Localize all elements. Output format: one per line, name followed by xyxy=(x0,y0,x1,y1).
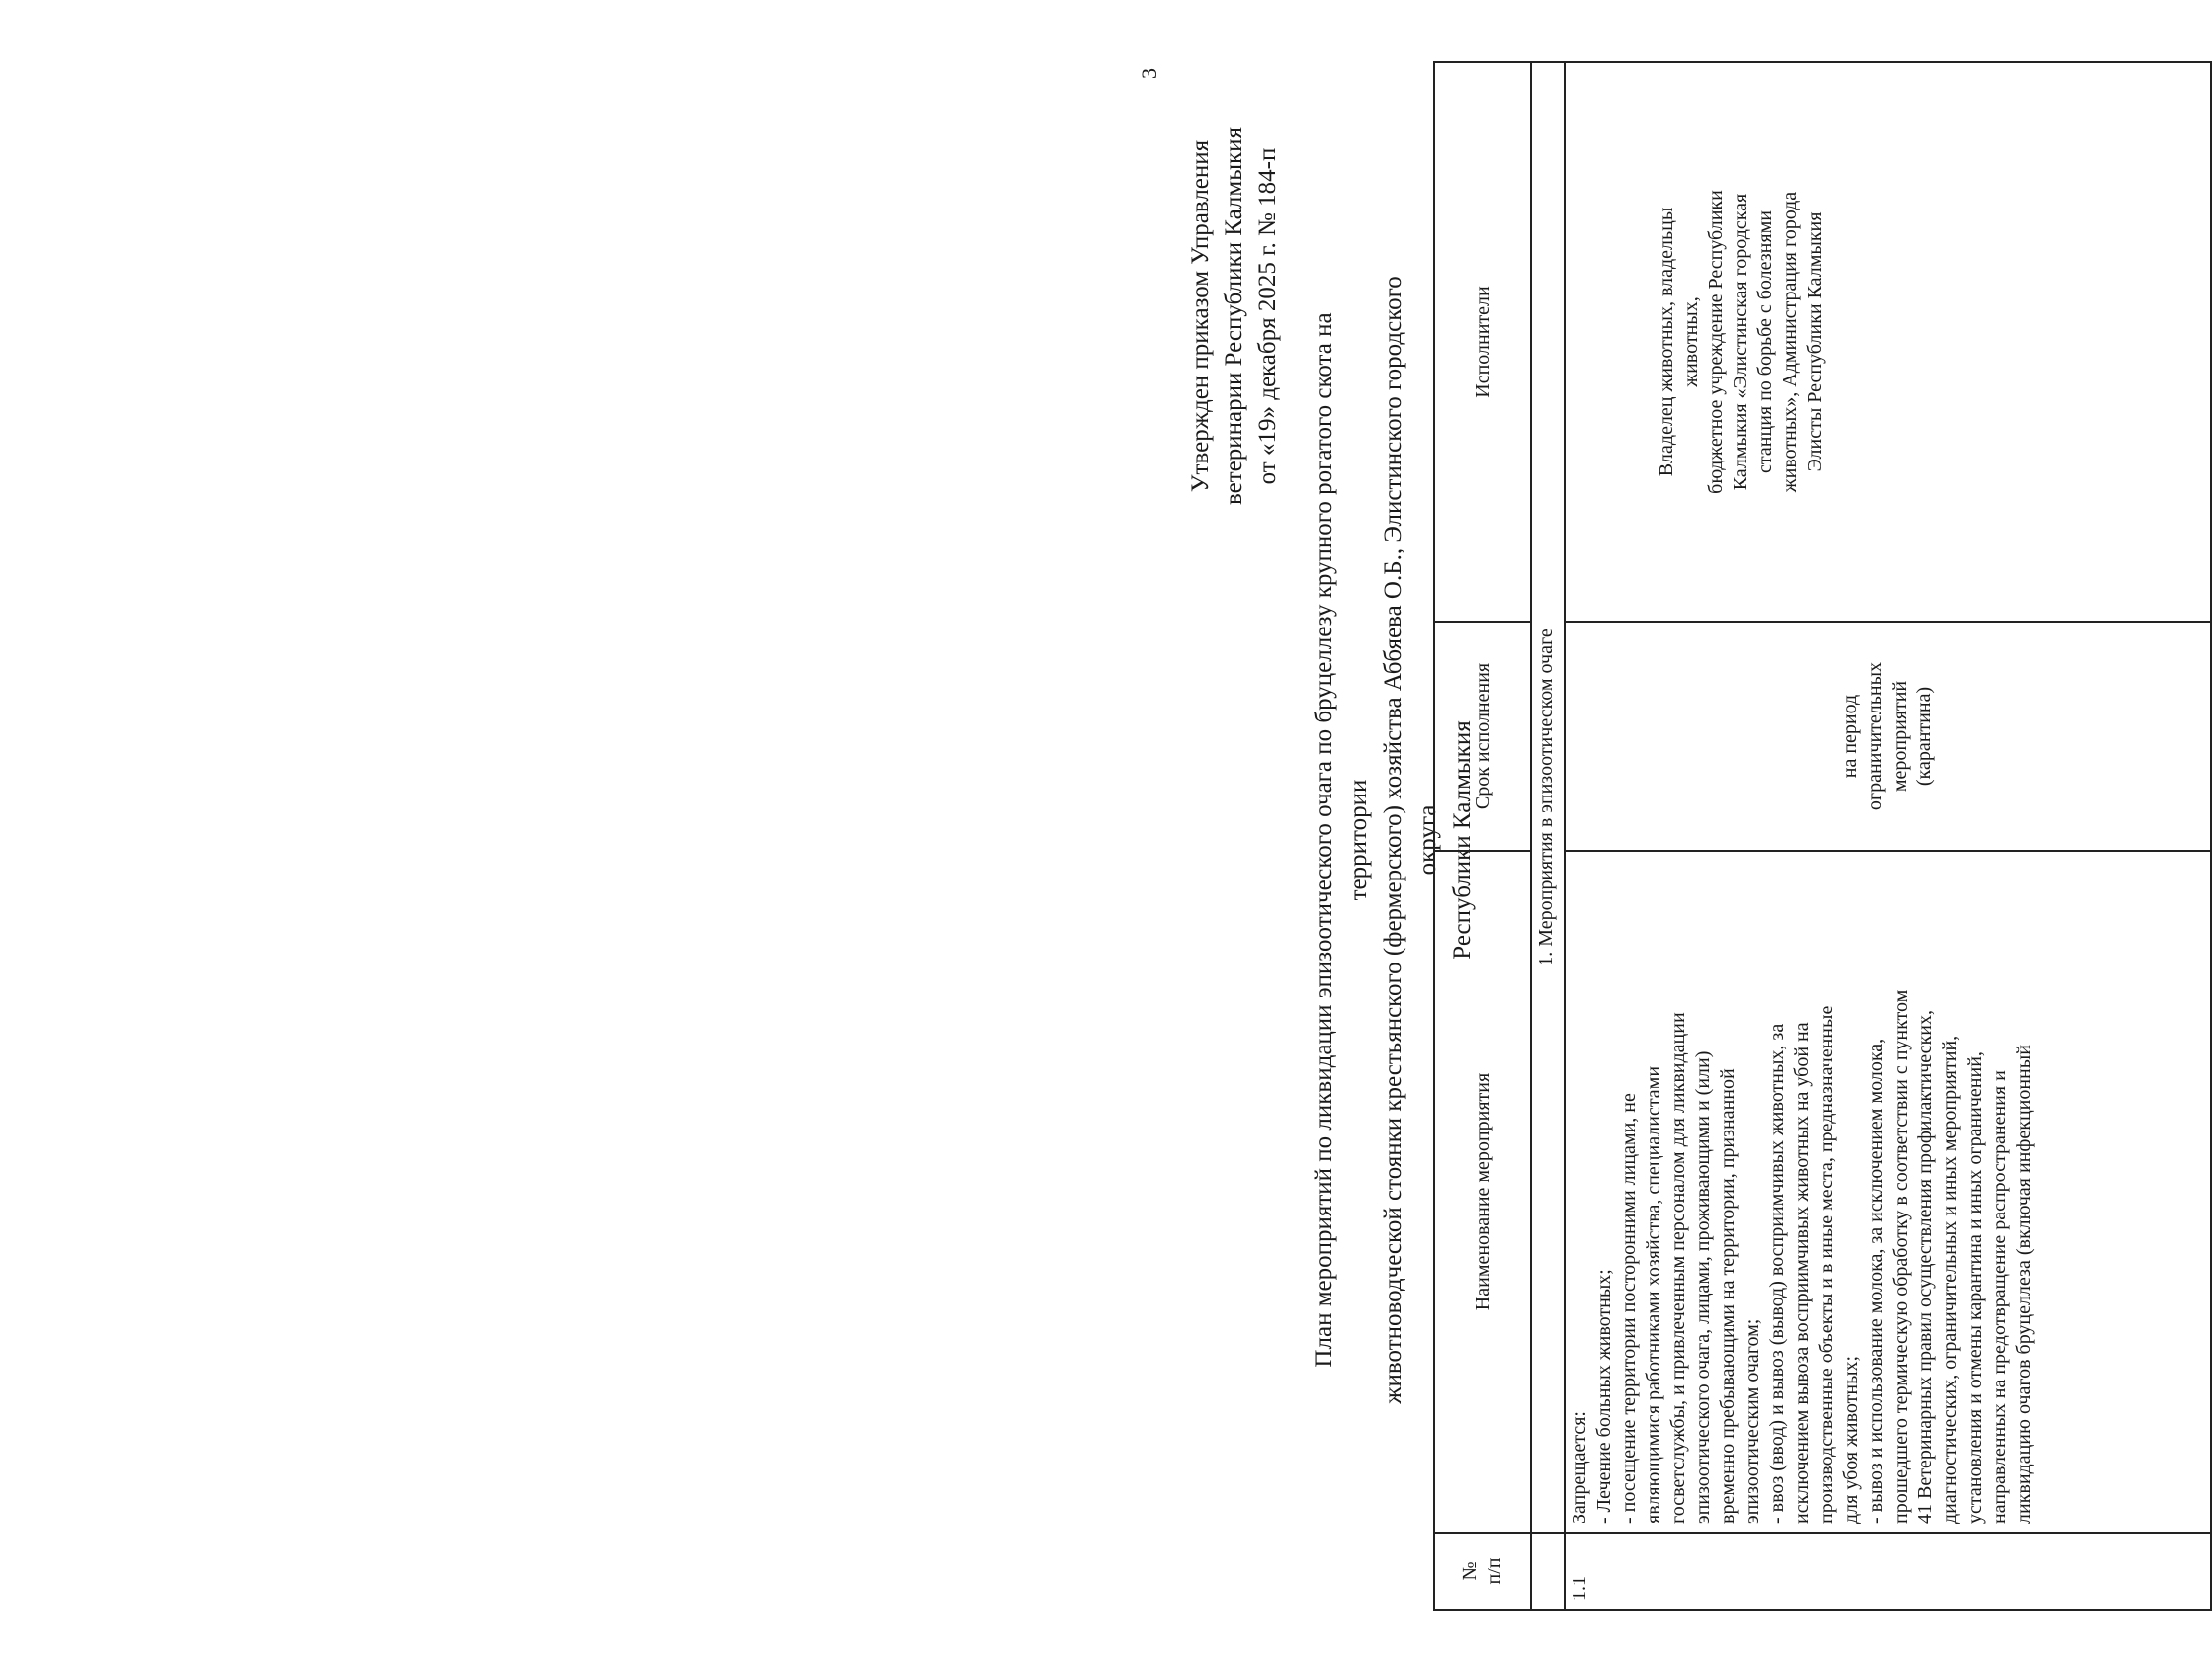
cell-line: направленных на предотвращение распространения и xyxy=(1989,1070,2010,1524)
cell-line: на период xyxy=(1839,694,1861,779)
approval-line: Утвержден приказом Управления xyxy=(1187,139,1214,493)
page-number: 3 xyxy=(1137,68,1161,79)
cell-line: установления и отмены карантина и иных ограничений, xyxy=(1964,1051,1986,1524)
measure-executors xyxy=(1565,62,2211,622)
header-num: № п/п xyxy=(1434,1533,1531,1610)
table-header-row xyxy=(1434,62,1531,1610)
cell-line: - Лечение больных животных; xyxy=(1593,1269,1615,1524)
cell-line: ограничительных xyxy=(1864,661,1886,811)
cell-line: временно пребывающими на территории, признанной xyxy=(1717,1068,1739,1524)
cell-line: мероприятий xyxy=(1889,680,1911,793)
cell-line: Запрещается: xyxy=(1569,1411,1590,1524)
table-row xyxy=(1565,62,2211,1610)
cell-line: производственные объекты и в иные места, предназначенные xyxy=(1816,1005,1837,1524)
cell-line: - ввоз (ввод) и вывоз (вывод) восприимчивых животных, за xyxy=(1766,1023,1788,1524)
cell-line: Калмыкия «Элистинская городская xyxy=(1730,193,1751,491)
cell-line: диагностических, ограничительных и иных мероприятий, xyxy=(1939,1035,1961,1524)
header-executors: Исполнители xyxy=(1434,62,1531,622)
cell-line: исключением вывоза восприимчивых животных на убой на xyxy=(1791,1022,1813,1524)
cell-line: для убоя животных; xyxy=(1840,1355,1862,1524)
cell-line: прошедшего термическую обработку в соответствии с пунктом xyxy=(1890,989,1912,1524)
cell-line: животных, xyxy=(1680,296,1702,387)
measures-table xyxy=(1433,61,2212,1611)
cell-line: эпизоотического очага, лицами, проживающими и (или) xyxy=(1692,1050,1714,1524)
cell-line: эпизоотическим очагом; xyxy=(1742,1318,1763,1524)
cell-line: являющимися работниками хозяйства, специалистами xyxy=(1643,1065,1664,1524)
cell-line: животных», Администрация города xyxy=(1779,191,1801,493)
cell-line: бюджетное учреждение Республики xyxy=(1705,190,1727,494)
cell-line: станция по борьбе с болезнями xyxy=(1754,210,1776,473)
approval-line: ветеринарии Республики Калмыкия xyxy=(1221,126,1247,506)
plan-title-line: Республики Калмыкия xyxy=(1449,720,1476,960)
plan-title-line: животноводческой стоянки крестьянского (фермерского) хозяйства Аббяева О.Б., Элистинского городского округа xyxy=(1380,276,1441,1404)
cell-line: - посещение территории посторонними лицами, не xyxy=(1618,1093,1640,1524)
cell-line: - вывоз и использование молока, за исключением молока, xyxy=(1865,1038,1887,1524)
approval-line: от «19» декабря 2025 г. № 184-п xyxy=(1254,147,1281,485)
cell-line: госветслужбы, и привлеченным персоналом для ликвидации xyxy=(1667,1012,1689,1524)
plan-title-line: План мероприятий по ликвидации эпизоотического очага по бруцеллезу крупного рогатого скота на территории xyxy=(1311,312,1372,1368)
measure-term xyxy=(1565,622,2211,851)
cell-line: (карантина) xyxy=(1914,686,1935,787)
cell-line: Элисты Республики Калмыкия xyxy=(1804,211,1826,472)
cell-line: Владелец животных, владельцы xyxy=(1656,207,1677,477)
cell-line: 41 Ветеринарных правил осуществления профилактических, xyxy=(1914,1010,1936,1524)
row-number: 1.1 xyxy=(1565,1533,2211,1610)
document-sheet xyxy=(1137,59,2204,1621)
approval-stamp xyxy=(1184,79,1285,553)
cell-line: ликвидацию очагов бруцеллеза (включая инфекционный xyxy=(2013,1045,2035,1524)
measure-name xyxy=(1565,851,2211,1533)
section-row xyxy=(1531,62,1565,1610)
header-term: Срок исполнения xyxy=(1434,622,1531,851)
section-title: 1. Мероприятия в эпизоотическом очаге xyxy=(1531,62,1565,1533)
header-name: Наименование мероприятия xyxy=(1434,851,1531,1533)
